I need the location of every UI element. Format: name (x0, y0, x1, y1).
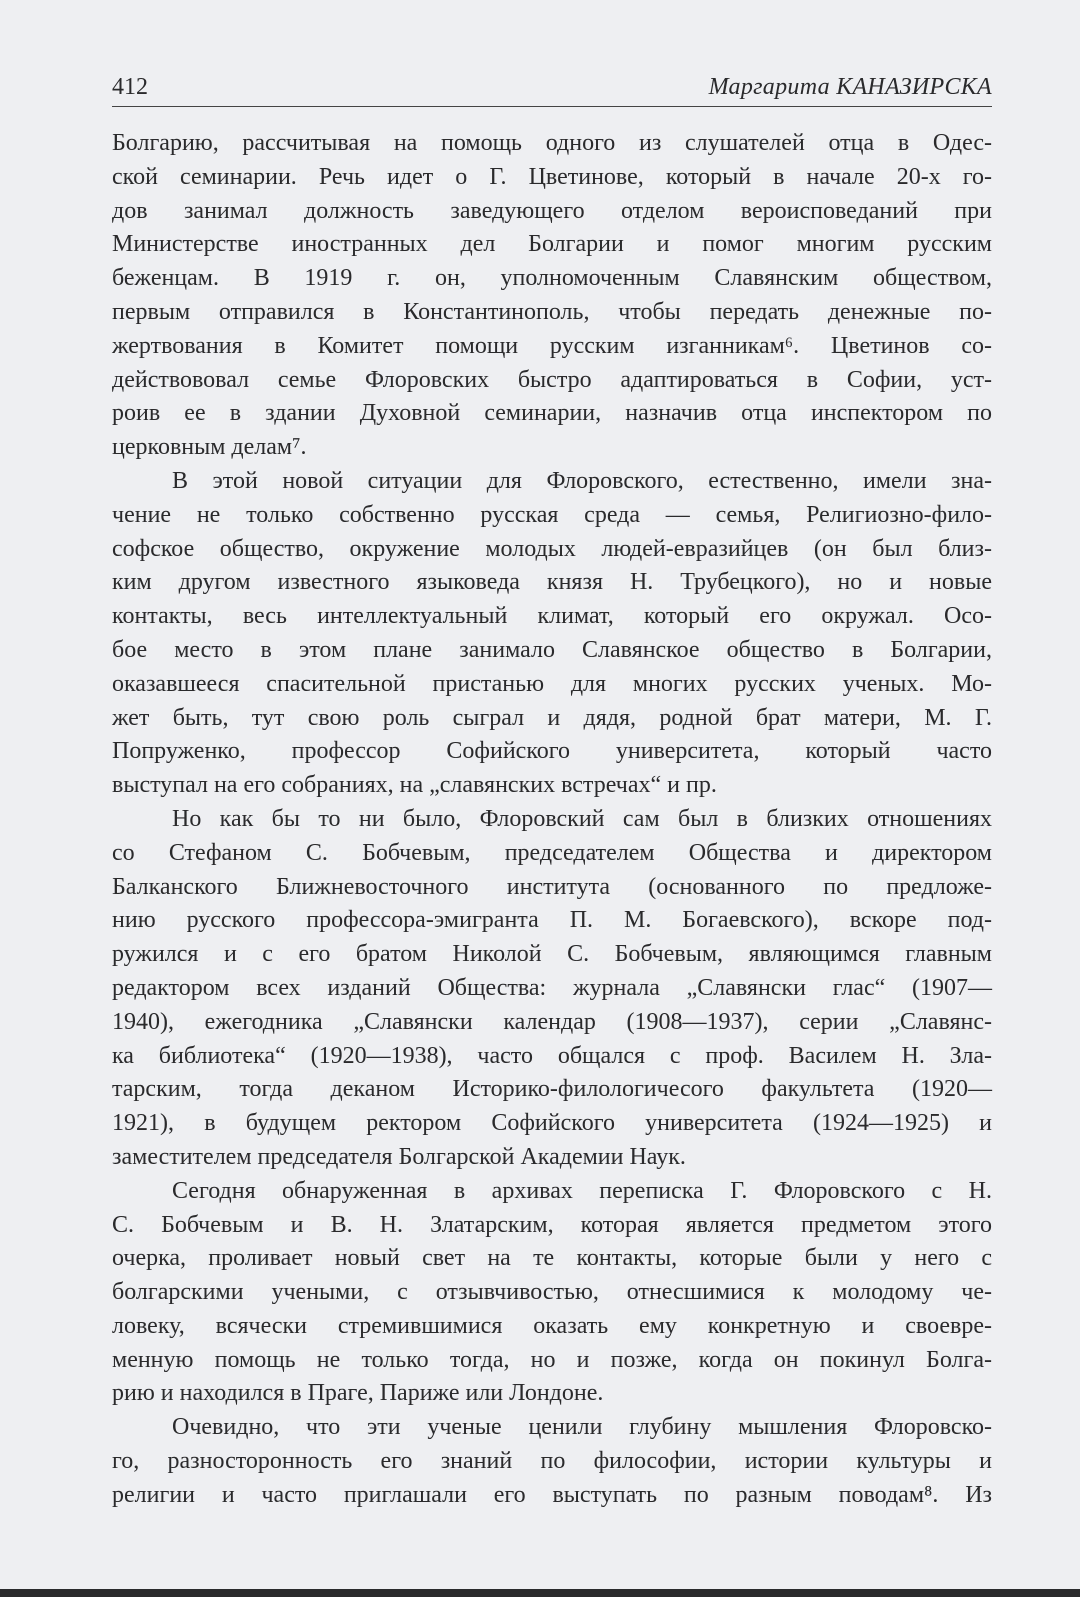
text-line: религии и часто приглашали его выступать по разным поводам⁸. Из (112, 1481, 992, 1508)
text-line: нию русского профессора-эмигранта П. М. Богаевского), вскоре под- (112, 907, 992, 934)
text-line: бое место в этом плане занимало Славянское общество в Болгарии, (112, 636, 992, 663)
text-line: Попруженко, профессор Софийского университета, который часто (112, 738, 992, 765)
text-line: контакты, весь интеллектуальный климат, который его окружал. Осо- (112, 603, 992, 630)
text-line: 1940), ежегодника „Славянски календар (1908—1937), серии „Славянс- (112, 1008, 992, 1035)
text-line: ской семинарии. Речь идет о Г. Цветинове, который в начале 20-х го- (112, 163, 992, 190)
text-line: дов занимал должность заведующего отделом вероисповеданий при (112, 197, 992, 224)
text-line: менную помощь не только тогда, но и позже, когда он покинул Болга- (112, 1346, 992, 1373)
text-line: очерка, проливает новый свет на те контакты, которые были у него с (112, 1245, 992, 1272)
text-line-paragraph-end: выступал на его собраниях, на „славянских встречах“ и пр. (112, 772, 717, 799)
text-line: ка библиотека“ (1920—1938), часто общался с проф. Василем Н. Зла- (112, 1042, 992, 1069)
text-line: беженцам. В 1919 г. он, уполномоченным Славянским обществом, (112, 265, 992, 292)
text-line: Болгарию, рассчитывая на помощь одного из слушателей отца в Одес- (112, 130, 992, 156)
text-line: тарским, тогда деканом Историко-филологичесого факультета (1920— (112, 1076, 992, 1103)
text-line: болгарскими учеными, с отзывчивостью, отнесшимися к молодому че- (112, 1279, 992, 1306)
text-line-paragraph-start: Но как бы то ни было, Флоровский сам был в близких отношениях (172, 805, 992, 832)
page-header (112, 72, 992, 107)
text-line-paragraph-start: Очевидно, что эти ученые ценили глубину мышления Флоровско- (172, 1414, 992, 1441)
scan-bottom-edge (0, 1589, 1080, 1597)
text-line: Балканского Ближневосточного института (основанного по предложе- (112, 873, 992, 900)
text-line: чение не только собственно русская среда — семья, Религиозно-фило- (112, 501, 992, 528)
text-line: редактором всех изданий Общества: журнала „Славянски глас“ (1907— (112, 974, 992, 1001)
page-number: 412 (112, 74, 148, 100)
text-line: жертвования в Комитет помощи русским изганникам⁶. Цветинов со- (112, 332, 992, 359)
running-head-author: Маргарита КАНАЗИРСКА (708, 74, 992, 100)
text-line: Министерстве иностранных дел Болгарии и помог многим русским (112, 231, 992, 258)
text-line: го, разносторонность его знаний по философии, истории культуры и (112, 1448, 992, 1475)
text-line: со Стефаном С. Бобчевым, председателем Общества и директором (112, 839, 992, 866)
text-line: ружился и с его братом Николой С. Бобчевым, являющимся главным (112, 941, 992, 968)
text-line-paragraph-end: заместителем председателя Болгарской Академии Наук. (112, 1143, 686, 1170)
text-line: С. Бобчевым и В. Н. Златарским, которая является предметом этого (112, 1211, 992, 1238)
text-line: жет быть, тут свою роль сыграл и дядя, родной брат матери, М. Г. (112, 704, 992, 731)
text-line: софское общество, окружение молодых людей-евразийцев (он был близ- (112, 535, 992, 562)
text-line-paragraph-start: Сегодня обнаруженная в архивах переписка Г. Флоровского с Н. (172, 1177, 992, 1204)
text-line: ким другом известного языковеда князя Н. Трубецкого), но и новые (112, 569, 992, 596)
text-line-paragraph-end: церковным делам⁷. (112, 434, 307, 461)
text-line: ловеку, всячески стремившимися оказать ему конкретную и своевре- (112, 1312, 992, 1339)
text-line: оказавшееся спасительной пристанью для многих русских ученых. Мо- (112, 670, 992, 697)
text-line-paragraph-start: В этой новой ситуации для Флоровского, естественно, имели зна- (172, 467, 992, 494)
text-line: роив ее в здании Духовной семинарии, назначив отца инспектором по (112, 400, 992, 427)
text-line: первым отправился в Константинополь, чтобы передать денежные по- (112, 298, 992, 325)
text-line: 1921), в будущем ректором Софийского университета (1924—1925) и (112, 1110, 992, 1137)
text-line: действововал семье Флоровских быстро адаптироваться в Софии, уст- (112, 366, 992, 393)
body-text (112, 127, 992, 1513)
text-line-paragraph-end: рию и находился в Праге, Париже или Лондоне. (112, 1380, 604, 1407)
